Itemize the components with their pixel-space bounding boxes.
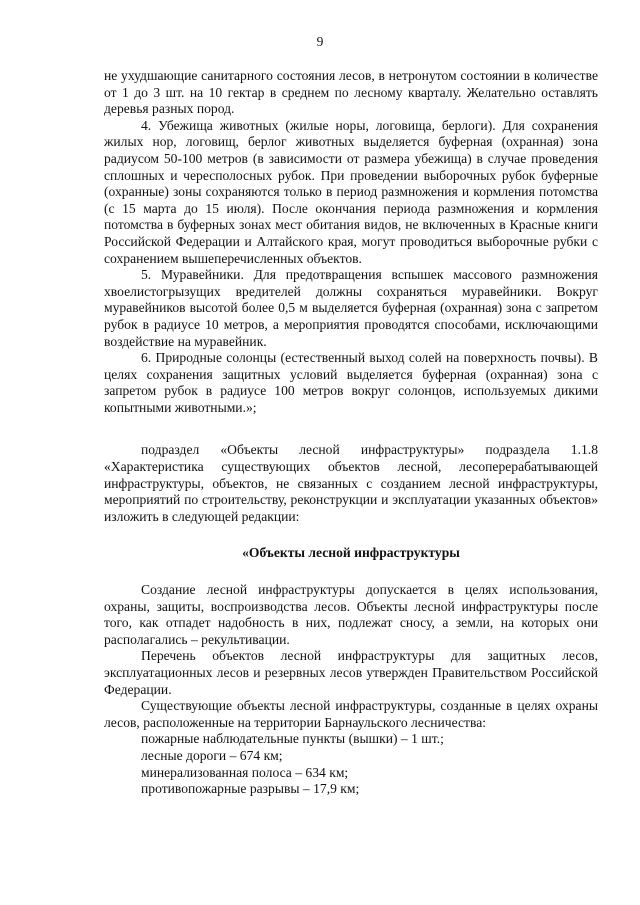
spacer: [104, 562, 598, 582]
paragraph-infrastructure-list: Перечень объектов лесной инфраструктуры для защитных лесов, эксплуатационных лесов и резервных лесов утвержден Правительством Российской Федерации.: [104, 648, 598, 697]
spacer: [104, 525, 598, 545]
paragraph-animal-shelters: 4. Убежища животных (жилые норы, логовища, берлоги). Для сохранения жилых нор, логовищ, берлог животных выделяется буферная (охранная) зона радиусом 50-100 метров (в зависимости от размера убежища) в случае проведения сплошных и чересполосных рубок. При проведении выборочных рубок буферные (охранные) зоны сохраняются только в период размножения и кормления потомства (с 15 марта до 15 июля). После окончания периода размножения и кормления потомства в буферных зонах мест обитания видов, не включенных в Красные книги Российской Федерации и Алтайского края, могут проводиться выборочные рубки с сохранением вышеперечисленных объектов.: [104, 117, 598, 266]
list-item: пожарные наблюдательные пункты (вышки) – 1 шт.;: [141, 731, 444, 747]
list-item: лесные дороги – 674 км;: [141, 747, 283, 763]
section-heading: «Объекты лесной инфраструктуры: [242, 545, 460, 561]
page-number: 9: [316, 34, 324, 49]
paragraph-subsection-amendment: подраздел «Объекты лесной инфраструктуры» подраздела 1.1.8 «Характеристика существующих объектов лесной, лесоперерабатывающей инфраструктуры, объектов, не связанных с созданием лесной инфраструктуры, мероприятий по строительству, реконструкции и эксплуатации указанных объектов» изложить в следующей редакции:: [104, 442, 598, 524]
spacer: [104, 416, 598, 442]
paragraph-continuation: не ухудшающие санитарного состояния лесов, в нетронутом состоянии в количестве от 1 до 3 шт. на 10 гектар в среднем по лесному кварталу. Желательно оставлять деревья разных пород.: [104, 68, 598, 117]
document-body: [104, 68, 598, 798]
list-item: минерализованная полоса – 634 км;: [141, 764, 349, 780]
paragraph-salt-licks: 6. Природные солонцы (естественный выход солей на поверхность почвы). В целях сохранения защитных условий выделяется буферная (охранная) зона с запретом рубок в радиусе 100 метров вокруг солонцов, используемых дикими копытными животными.»;: [104, 350, 598, 415]
paragraph-existing-objects: Существующие объекты лесной инфраструктуры, созданные в целях охраны лесов, расположенные на территории Барнаульского лесничества:: [104, 698, 598, 730]
paragraph-anthills: 5. Муравейники. Для предотвращения вспышек массового размножения хвоелистогрызущих вредителей должны сохраняться муравейники. Вокруг муравейников высотой более 0,5 м выделяется буферная (охранная) зона с запретом рубок в радиусе 10 метров, а мероприятия проводятся способами, исключающими воздействие на муравейник.: [104, 267, 598, 349]
paragraph-infrastructure-creation: Создание лесной инфраструктуры допускается в целях использования, охраны, защиты, воспроизводства лесов. Объекты лесной инфраструктуры после того, как отпадет надобность в них, подлежат сносу, а земли, на которых они располагались – рекультивации.: [104, 582, 598, 647]
list-item: противопожарные разрывы – 17,9 км;: [141, 781, 360, 797]
